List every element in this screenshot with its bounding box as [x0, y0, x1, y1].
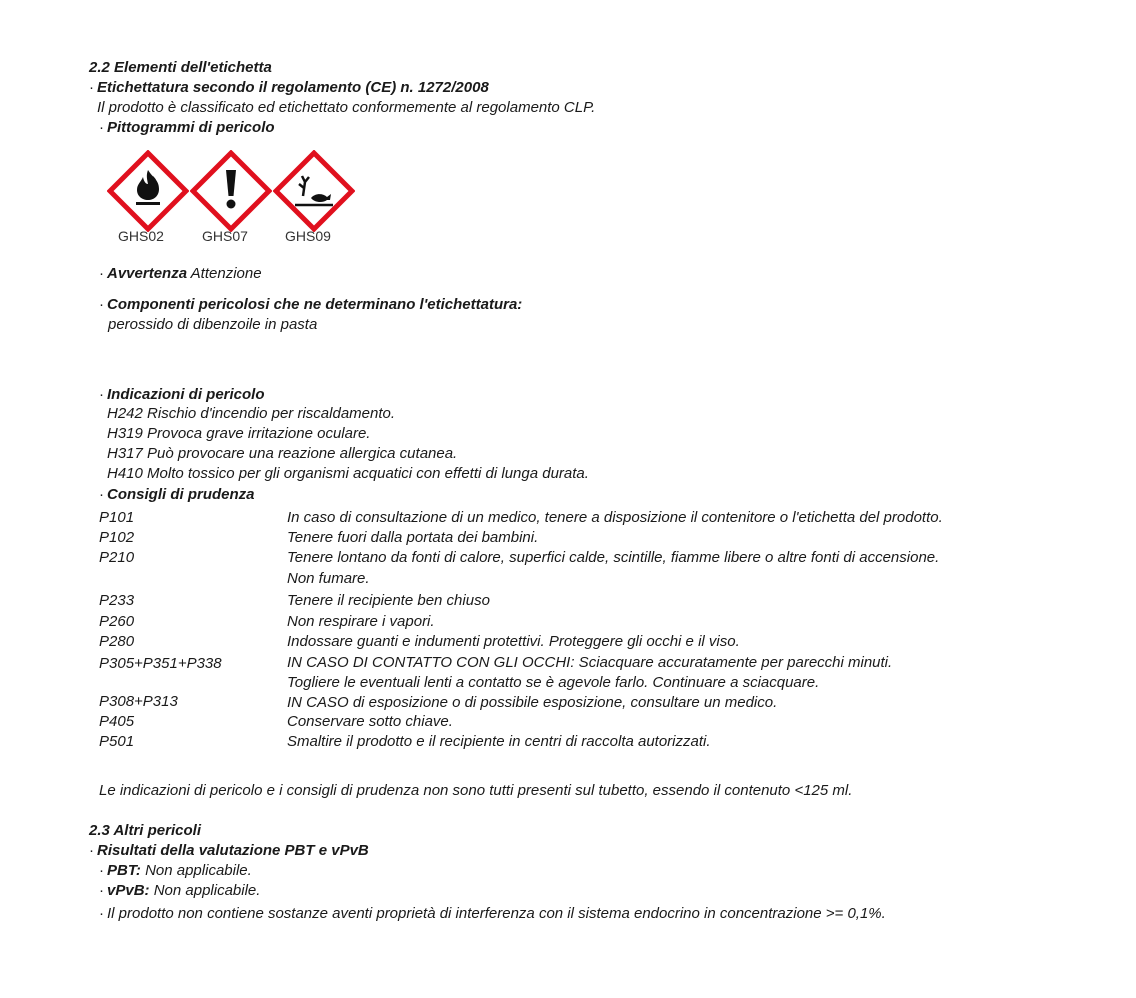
hazard-statement: H319 Provoca grave irritazione oculare. [107, 425, 371, 442]
precaution-text: IN CASO DI CONTATTO CON GLI OCCHI: Sciacquare accuratamente per parecchi minuti. [287, 654, 893, 671]
pbt-heading-row: · Risultati della valutazione PBT e vPvB [89, 842, 369, 859]
clp-heading: Etichettatura secondo il regolamento (CE) n. 1272/2008 [97, 79, 489, 96]
components-heading-row: · Componenti pericolosi che ne determinano l'etichettatura: [99, 296, 523, 313]
precaution-text: Tenere fuori dalla portata dei bambini. [287, 529, 539, 546]
precaution-text: Tenere lontano da fonti di calore, superfici calde, scintille, fiamme libere o altre fonti di accensione. [287, 549, 940, 566]
hazard-heading-row: · Indicazioni di pericolo [99, 386, 265, 403]
endocrine-row: · Il prodotto non contiene sostanze aventi proprietà di interferenza con il sistema endocrino in concentrazione >= 0,1%. [99, 905, 886, 922]
hazard-statement: H242 Rischio d'incendio per riscaldamento. [107, 405, 396, 422]
endocrine-text: Il prodotto non contiene sostanze aventi proprietà di interferenza con il sistema endocrino in concentrazione >= 0,1%. [107, 905, 886, 922]
precaution-text: Indossare guanti e indumenti protettivi. Proteggere gli occhi e il viso. [287, 633, 740, 650]
hazard-statement: H410 Molto tossico per gli organismi acquatici con effetti di lunga durata. [107, 465, 589, 482]
precaution-text: Conservare sotto chiave. [287, 713, 453, 730]
precaution-heading-row: · Consigli di prudenza [99, 486, 255, 503]
precaution-text: IN CASO di esposizione o di possibile esposizione, consultare un medico. [287, 694, 778, 711]
components-heading: Componenti pericolosi che ne determinano l'etichettatura: [107, 296, 523, 313]
precaution-code: P501 [99, 733, 135, 750]
signal-word-row: · Avvertenza Attenzione [99, 265, 262, 282]
hazard-statement: H317 Può provocare una reazione allergica cutanea. [107, 445, 458, 462]
pictogram-label-ghs09: GHS09 [285, 228, 331, 244]
precaution-heading: Consigli di prudenza [107, 486, 255, 503]
clp-heading-row: · Etichettatura secondo il regolamento (CE) n. 1272/2008 [89, 79, 489, 96]
pbt-label: PBT: [107, 862, 141, 879]
pbt-heading: Risultati della valutazione PBT e vPvB [97, 842, 369, 859]
flame-icon [107, 150, 189, 232]
label-note: Le indicazioni di pericolo e i consigli di prudenza non sono tutti presenti sul tubetto, essendo il contenuto <125 ml. [99, 782, 853, 799]
environment-icon [273, 150, 355, 232]
precaution-code: P308+P313 [99, 693, 178, 710]
precaution-code: P405 [99, 713, 135, 730]
precaution-text: Non respirare i vapori. [287, 613, 435, 630]
pictogram-label-ghs07: GHS07 [202, 228, 248, 244]
vpvb-label: vPvB: [107, 882, 150, 899]
pictograms-heading: Pittogrammi di pericolo [107, 119, 275, 136]
precaution-code: P233 [99, 592, 135, 609]
signal-word-label: Avvertenza [107, 265, 188, 282]
precaution-code: P101 [99, 509, 135, 526]
hazard-heading: Indicazioni di pericolo [107, 386, 265, 403]
precaution-code: P305+P351+P338 [99, 655, 222, 672]
pictogram-label-ghs02: GHS02 [118, 228, 164, 244]
precaution-code: P102 [99, 529, 135, 546]
section-heading-2-2: 2.2 Elementi dell'etichetta [89, 59, 272, 76]
precaution-text: In caso di consultazione di un medico, tenere a disposizione il contenitore o l'etichetta del prodotto. [287, 509, 943, 526]
vpvb-row: · vPvB: Non applicabile. [99, 882, 261, 899]
precaution-text: Smaltire il prodotto e il recipiente in centri di raccolta autorizzati. [287, 733, 711, 750]
components-text: perossido di dibenzoile in pasta [108, 316, 318, 333]
precaution-code: P260 [99, 613, 135, 630]
pbt-row: · PBT: Non applicabile. [99, 862, 252, 879]
precaution-text: Non fumare. [287, 570, 370, 587]
clp-text: Il prodotto è classificato ed etichettato conformemente al regolamento CLP. [97, 99, 596, 116]
precaution-code: P280 [99, 633, 135, 650]
vpvb-value: Non applicabile. [153, 882, 261, 899]
section-heading-2-3: 2.3 Altri pericoli [89, 822, 201, 839]
pictograms-heading-row: · Pittogrammi di pericolo [99, 119, 275, 136]
pbt-value: Non applicabile. [145, 862, 252, 879]
precaution-text: Togliere le eventuali lenti a contatto se è agevole farlo. Continuare a sciacquare. [287, 674, 820, 691]
signal-word: Attenzione [190, 265, 262, 282]
exclamation-icon [190, 150, 272, 232]
precaution-text: Tenere il recipiente ben chiuso [287, 592, 490, 609]
precaution-code: P210 [99, 549, 135, 566]
